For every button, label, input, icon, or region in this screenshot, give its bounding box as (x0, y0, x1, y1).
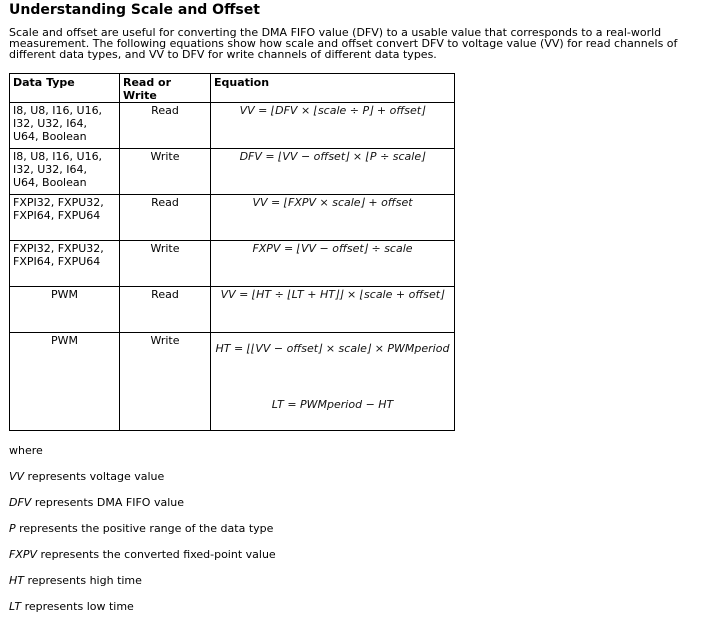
equation-cell: FXPV = ⌊VV − offset⌋ ÷ scale (211, 241, 455, 287)
table-row (10, 241, 455, 287)
read-write-cell: Write (120, 333, 211, 431)
definition-text: represents DMA FIFO value (31, 496, 184, 509)
data-type-cell: PWM (10, 333, 120, 431)
page-title: Understanding Scale and Offset (9, 2, 260, 18)
read-write-cell: Read (120, 195, 211, 241)
header-read-or-write: Read or Write (120, 74, 211, 103)
definition-item (9, 496, 276, 522)
table-row (10, 103, 455, 149)
equation-low-time: LT = PWMperiod − HT (271, 398, 394, 411)
definition-item (9, 548, 276, 574)
definition-item (9, 522, 276, 548)
table-row (10, 333, 455, 431)
read-write-cell: Write (120, 241, 211, 287)
data-type-cell: PWM (10, 287, 120, 333)
definition-text: represents the positive range of the data type (15, 522, 274, 535)
table-row (10, 149, 455, 195)
equation-cell: VV = ⌊FXPV × scale⌋ + offset (211, 195, 455, 241)
definitions-list (9, 444, 276, 626)
definition-symbol: HT (9, 574, 24, 587)
data-type-cell: FXPI32, FXPU32, FXPI64, FXPU64 (10, 241, 120, 287)
definition-symbol: VV (9, 470, 25, 483)
definition-text: represents voltage value (24, 470, 165, 483)
definition-symbol: DFV (9, 496, 32, 509)
definition-symbol: LT (9, 600, 22, 613)
table-row (10, 195, 455, 241)
definition-item (9, 574, 276, 600)
header-equation: Equation (211, 74, 455, 103)
definition-text: represents low time (21, 600, 134, 613)
data-type-cell: FXPI32, FXPU32, FXPI64, FXPU64 (10, 195, 120, 241)
where-label: where (9, 444, 43, 457)
equation-cell: VV = ⌊HT ÷ ⌊LT + HT⌋⌋ × ⌊scale + offset⌋ (211, 287, 455, 333)
definition-symbol: FXPV (9, 548, 38, 561)
data-type-cell: I8, U8, I16, U16, I32, U32, I64, U64, Boolean (10, 149, 120, 195)
definition-item (9, 470, 276, 496)
read-write-cell: Read (120, 103, 211, 149)
equation-cell (211, 333, 455, 431)
read-write-cell: Write (120, 149, 211, 195)
table-row (10, 287, 455, 333)
header-data-type: Data Type (10, 74, 120, 103)
equations-table (9, 73, 455, 431)
intro-paragraph: Scale and offset are useful for converting the DMA FIFO value (DFV) to a usable value that corresponds to a real-world measurement. The following equations show how scale and offset convert DFV to voltage value (VV) for read channels of different data types, and VV to DFV for write channels of different data types. (9, 26, 678, 61)
document-page (9, 0, 709, 613)
data-type-cell: I8, U8, I16, U16, I32, U32, I64, U64, Boolean (10, 103, 120, 149)
equation-high-time: HT = ⌊⌊VV − offset⌋ × scale⌋ × PWMperiod (215, 342, 450, 355)
equation-cell: VV = ⌊DFV × ⌊scale ÷ P⌋ + offset⌋ (211, 103, 455, 149)
definition-item (9, 600, 276, 626)
table-header-row (10, 74, 455, 103)
equation-cell: DFV = ⌊VV − offset⌋ × ⌊P ÷ scale⌋ (211, 149, 455, 195)
definition-text: represents high time (24, 574, 142, 587)
definition-text: represents the converted fixed-point value (37, 548, 276, 561)
read-write-cell: Read (120, 287, 211, 333)
definition-symbol: P (9, 522, 16, 535)
